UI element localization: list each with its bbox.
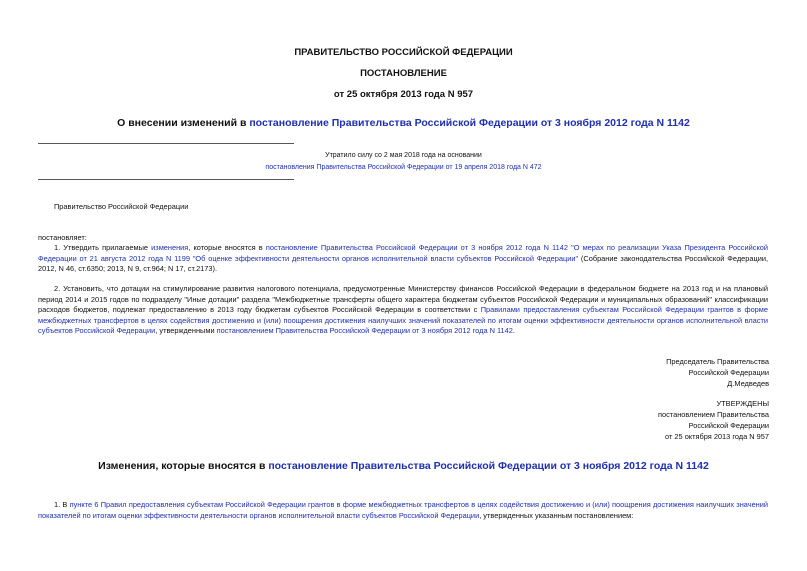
bottom-divider <box>38 179 294 180</box>
paragraph-2-text-b: , утвержденными <box>155 326 217 336</box>
signatory-country: Российской Федерации <box>688 368 769 377</box>
point-6-link[interactable]: пункте 6 <box>69 500 99 509</box>
changes-title-prefix: Изменения, которые вносятся в <box>98 460 269 472</box>
issuing-authority: ПРАВИТЕЛЬСТВО РОССИЙСКОЙ ФЕДЕРАЦИИ <box>294 47 513 58</box>
top-divider <box>38 143 294 144</box>
rules-link[interactable]: Правил предоставления субъектам Российской Федерации грантов в форме межбюджетных трансфертов в целях содействия достижению и (или) поощрения достижения наилучших значений показателей по итогам оценки эффективности деятельности органов исполнительной власти субъектов Российской Федерации <box>38 500 769 520</box>
approval-heading: УТВЕРЖДЕНЫ <box>716 399 769 408</box>
paragraph-2-text-c: . <box>512 326 515 336</box>
approval-block <box>569 398 769 442</box>
resolution-1142-link[interactable]: постановлением Правительства Российской Федерации от 3 ноября 2012 года N 1142 <box>216 326 513 336</box>
approval-line-2: постановлением Правительства <box>658 410 769 419</box>
changes-link[interactable]: изменения <box>151 243 189 252</box>
resolution-1142-full-link[interactable]: постановление Правительства Российской Федерации от 3 ноября 2012 года N 1142 "О мерах по реализации Указа Президента Российской Федерации от 21 августа 2012 года N 1199 "Об оценке эффективности деятельности органов исполнительной власти субъектов Российской Федерации" <box>38 243 768 263</box>
grant-rules-link[interactable]: Правилами предоставления субъектам Российской Федерации грантов в форме межбюджетных трансфертов в целях содействия достижению и (или) поощрения достижения наилучших значений показателей по итогам оценки эффективности деятельности органов исполнительной власти субъектов Российской Федерации <box>38 305 768 336</box>
approval-date-number: от 25 октября 2013 года N 957 <box>665 432 769 441</box>
changes-resolution-link[interactable]: постановление Правительства Российской Федерации от 3 ноября 2012 года N 1142 <box>268 460 709 472</box>
approval-line-3: Российской Федерации <box>688 421 769 430</box>
amended-resolution-link[interactable]: постановление Правительства Российской Федерации от 3 ноября 2012 года N 1142 <box>249 117 690 129</box>
document-title-prefix: О внесении изменений в <box>117 117 250 129</box>
changes-paragraph-text-a: 1. В <box>54 500 70 509</box>
paragraph-2 <box>38 284 768 337</box>
changes-title <box>0 460 807 472</box>
changes-paragraph-1 <box>38 500 768 521</box>
validity-note-line <box>0 164 807 171</box>
validity-note-text: Утратило силу со 2 мая 2018 года на основании <box>325 152 482 159</box>
document-title <box>0 117 807 129</box>
document-date-number: от 25 октября 2013 года N 957 <box>333 89 474 100</box>
paragraph-1-text-a: 1. Утвердить прилагаемые <box>54 243 152 252</box>
government-label: Правительство Российской Федерации <box>54 202 189 211</box>
paragraph-1-text-c: (Собрание законодательства Российской Федерации, 2012, N 46, ст.6350; 2013, N 9, ст.964; N 17, ст.2173). <box>38 253 769 274</box>
signatory-position: Председатель Правительства <box>666 357 769 366</box>
paragraph-1-text-b: , которые вносятся в <box>188 243 266 252</box>
paragraph-2-text-a: 2. Установить, что дотации на стимулирование развития налогового потенциала, предусмотренные Министерству финансов Российской Федерации в федеральном бюджете на 2013 год и на плановый период 2014 и 2015 годов по подразделу "Иные дотации" раздела "Межбюджетные трансферты общего характера бюджетам субъектов Российской Федерации и муниципальных образований" классификации расходов бюджетов, подлежат предоставлению в 2013 году бюджетам субъектов Российской Федерации в соответствии с <box>38 284 768 315</box>
document-type: ПОСТАНОВЛЕНИЕ <box>360 68 447 79</box>
resolves-label: постановляет: <box>38 233 87 242</box>
signatory-name: Д.Медведев <box>727 379 769 388</box>
changes-paragraph-text-b: , утвержденных указанным постановлением: <box>479 510 634 520</box>
paragraph-1 <box>38 243 768 275</box>
signature-block <box>569 356 769 389</box>
repeal-resolution-link[interactable]: постановления Правительства Российской Федерации от 19 апреля 2018 года N 472 <box>265 164 542 171</box>
